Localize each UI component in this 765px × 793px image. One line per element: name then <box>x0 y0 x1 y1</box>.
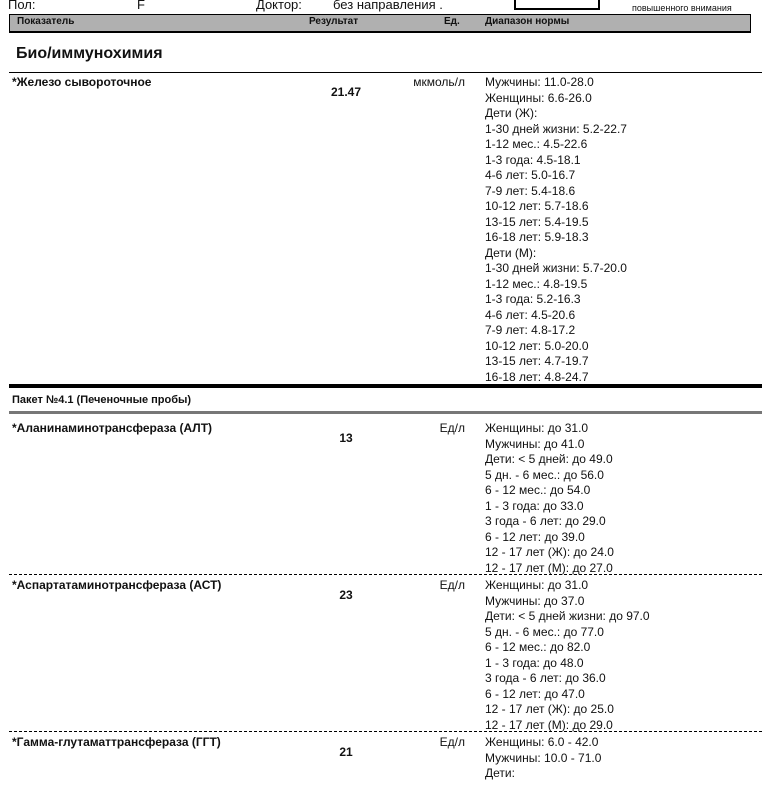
test-name: *Аспартатаминотрансфераза (АСТ) <box>12 578 222 592</box>
reference-range-item: Дети: <box>485 766 515 780</box>
reference-range-item: Мужчины: 10.0 - 71.0 <box>485 750 602 765</box>
reference-range-item: 6 - 12 мес.: до 82.0 <box>485 640 591 654</box>
doctor-value: без направления . <box>333 0 443 12</box>
package-divider <box>9 384 762 388</box>
row-divider <box>9 731 762 732</box>
reference-range-item: 16-18 лет: 5.9-18.3 <box>485 230 589 244</box>
reference-range-item: 1-30 дней жизни: 5.7-20.0 <box>485 261 627 275</box>
test-unit: мкмоль/л <box>413 75 465 89</box>
reference-range-list <box>485 578 650 733</box>
reference-range-item: Дети (Ж): <box>485 106 538 120</box>
reference-range-item: 1-30 дней жизни: 5.2-22.7 <box>485 121 627 136</box>
stamp-box <box>514 0 600 10</box>
test-name: *Аланинаминотрансфераза (АЛТ) <box>12 421 213 435</box>
test-unit: Ед/л <box>439 578 465 592</box>
reference-range-item: Женщины: 6.6-26.0 <box>485 90 592 105</box>
patient-info-strip <box>0 0 765 14</box>
reference-range-item: 1-3 года: 5.2-16.3 <box>485 292 581 306</box>
column-result: Результат <box>309 16 359 27</box>
column-unit: Ед. <box>444 16 460 27</box>
column-header <box>9 14 751 33</box>
reference-range-item: Дети: < 5 дней жизни: до 97.0 <box>485 609 650 623</box>
package-title-underline <box>9 411 762 414</box>
reference-range-item: 12 - 17 лет (М): до 29.0 <box>485 717 613 732</box>
sex-value: F <box>137 0 145 12</box>
reference-range-list <box>485 75 627 385</box>
reference-range-item: 12 - 17 лет (Ж): до 24.0 <box>485 545 614 559</box>
reference-range-list <box>485 421 614 576</box>
reference-range-item: 12 - 17 лет (Ж): до 25.0 <box>485 702 614 716</box>
reference-range-item: 3 года - 6 лет: до 36.0 <box>485 671 606 685</box>
test-result: 23 <box>339 588 353 602</box>
column-range: Диапазон нормы <box>485 16 570 27</box>
reference-range-item: 3 года - 6 лет: до 29.0 <box>485 514 606 528</box>
test-name: *Железо сывороточное <box>12 75 152 89</box>
reference-range-item: 13-15 лет: 5.4-19.5 <box>485 214 589 229</box>
reference-range-item: Мужчины: до 41.0 <box>485 436 585 451</box>
reference-range-item: 1-12 мес.: 4.5-22.6 <box>485 137 588 151</box>
reference-range-item: 4-6 лет: 5.0-16.7 <box>485 168 576 182</box>
reference-range-item: Женщины: до 31.0 <box>485 578 589 592</box>
reference-range-item: 6 - 12 лет: до 47.0 <box>485 686 585 701</box>
reference-range-item: 7-9 лет: 4.8-17.2 <box>485 323 576 337</box>
sex-label: Пол: <box>8 0 36 12</box>
reference-range-item: 6 - 12 лет: до 39.0 <box>485 529 585 544</box>
reference-range-item: Женщины: до 31.0 <box>485 421 589 435</box>
reference-range-item: 1 - 3 года: до 33.0 <box>485 498 584 513</box>
reference-range-item: 5 дн. - 6 мес.: до 77.0 <box>485 624 604 639</box>
reference-range-item: 1-3 года: 4.5-18.1 <box>485 152 581 167</box>
reference-range-item: Дети: < 5 дней: до 49.0 <box>485 452 613 466</box>
test-unit: Ед/л <box>439 421 465 435</box>
column-indicator: Показатель <box>17 16 75 27</box>
test-result: 21 <box>339 745 353 759</box>
test-result: 21.47 <box>330 85 362 99</box>
reference-range-item: 12 - 17 лет (М): до 27.0 <box>485 560 613 575</box>
row-divider <box>9 574 762 575</box>
reference-range-item: 10-12 лет: 5.7-18.6 <box>485 199 589 213</box>
reference-range-item: 4-6 лет: 4.5-20.6 <box>485 307 576 322</box>
reference-range-item: 13-15 лет: 4.7-19.7 <box>485 354 589 368</box>
reference-range-item: 1-12 мес.: 4.8-19.5 <box>485 276 588 291</box>
reference-range-item: 10-12 лет: 5.0-20.0 <box>485 338 589 353</box>
reference-range-list <box>485 735 601 782</box>
reference-range-item: Женщины: 6.0 - 42.0 <box>485 735 599 749</box>
doctor-label: Доктор: <box>256 0 302 12</box>
reference-range-item: 7-9 лет: 5.4-18.6 <box>485 183 576 198</box>
reference-range-item: 1 - 3 года: до 48.0 <box>485 655 584 670</box>
reference-range-item: Мужчины: 11.0-28.0 <box>485 75 594 89</box>
test-unit: Ед/л <box>439 735 465 749</box>
attention-note: повышенного внимания <box>632 3 732 13</box>
reference-range-item: 16-18 лет: 4.8-24.7 <box>485 369 589 384</box>
section-divider <box>9 72 762 73</box>
section-title: Био/иммунохимия <box>16 45 163 62</box>
reference-range-item: Мужчины: до 37.0 <box>485 593 585 608</box>
package-title: Пакет №4.1 (Печеночные пробы) <box>12 394 192 406</box>
test-result: 13 <box>339 431 353 445</box>
reference-range-item: 5 дн. - 6 мес.: до 56.0 <box>485 467 604 482</box>
reference-range-item: Дети (М): <box>485 245 537 260</box>
test-name: *Гамма-глутаматтрансфераза (ГГТ) <box>12 735 221 749</box>
reference-range-item: 6 - 12 мес.: до 54.0 <box>485 483 591 497</box>
